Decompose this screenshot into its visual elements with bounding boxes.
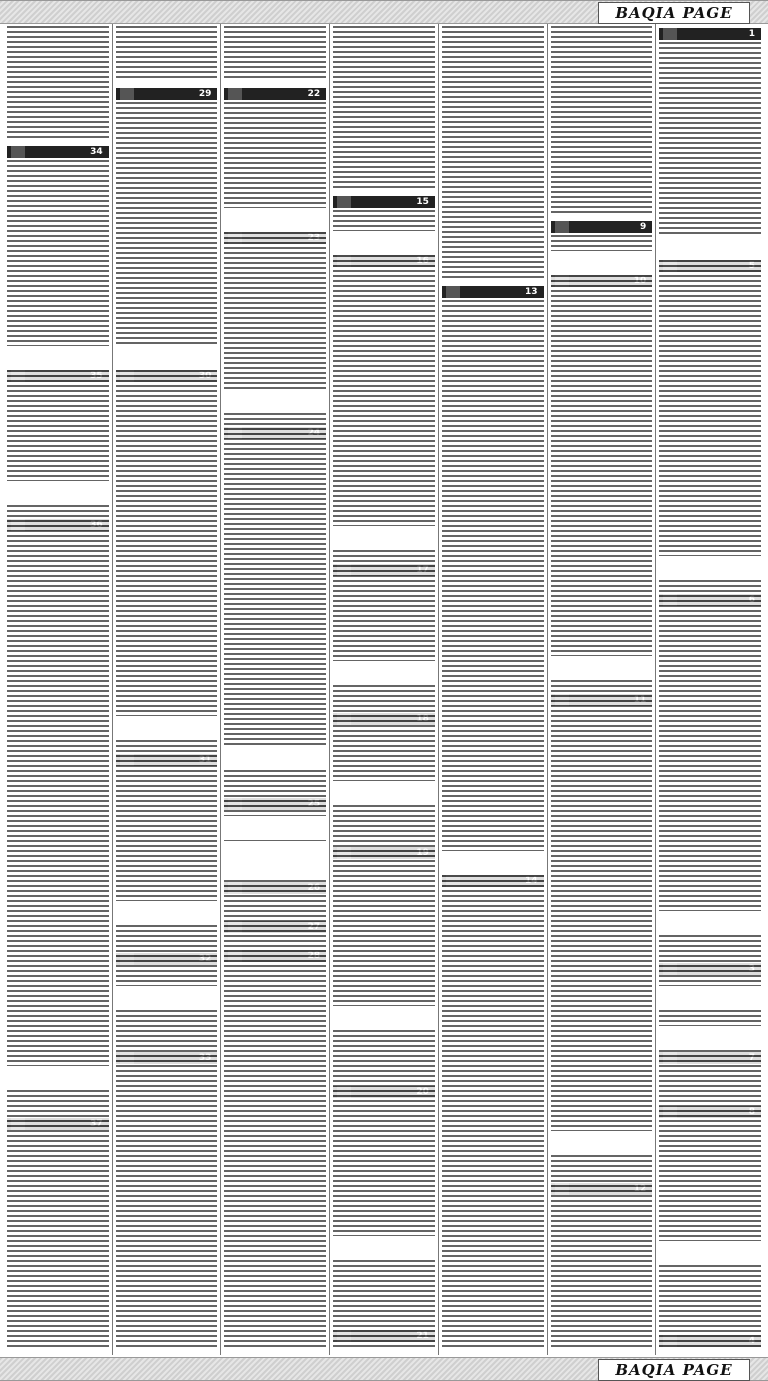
- news-item-tag-icon: [337, 196, 351, 208]
- article-text: [442, 300, 544, 855]
- news-item-tag-icon: [11, 146, 25, 158]
- article-text: [333, 255, 435, 530]
- article-text: [116, 740, 218, 905]
- column-6: [112, 24, 221, 1355]
- article-text: [224, 770, 326, 820]
- news-item-number: 13: [525, 287, 538, 297]
- article-text: [7, 160, 109, 350]
- article-text: [116, 102, 218, 350]
- newspaper-columns: [4, 24, 764, 1355]
- news-item-number: 22: [307, 89, 321, 99]
- news-item-tag-icon: [446, 286, 460, 298]
- article-text: [442, 26, 544, 282]
- article-text: [659, 260, 761, 560]
- article-text: [333, 1030, 435, 1240]
- news-item-header: [116, 88, 218, 100]
- article-text: [116, 370, 218, 720]
- article-text: [224, 26, 326, 84]
- article-text: [659, 1050, 761, 1245]
- news-item-tag-icon: [663, 28, 677, 40]
- article-text: [551, 275, 653, 660]
- article-text: [659, 1265, 761, 1351]
- news-item-number: 29: [198, 89, 212, 99]
- article-text: [333, 26, 435, 192]
- article-text: [333, 1260, 435, 1351]
- article-text: [224, 232, 326, 393]
- baqia-page-logo: BAQIA PAGE: [598, 2, 750, 24]
- article-text: [659, 42, 761, 240]
- news-item-header: [333, 196, 435, 208]
- article-text: [116, 26, 218, 84]
- article-text: [116, 925, 218, 990]
- article-text: [224, 840, 326, 845]
- news-item-number: 9: [640, 222, 647, 232]
- news-item-header: [551, 221, 653, 233]
- news-item-tag-icon: [120, 88, 134, 100]
- news-item-number: 15: [416, 197, 429, 207]
- article-text: [659, 580, 761, 915]
- article-text: [333, 550, 435, 665]
- article-text: [7, 505, 109, 1070]
- top-banner: [0, 0, 768, 24]
- column-5: [220, 24, 329, 1355]
- baqia-page-footer-logo: BAQIA PAGE: [598, 1359, 750, 1381]
- column-7: [4, 24, 112, 1355]
- news-item-header: [224, 88, 326, 100]
- news-item-tag-icon: [228, 88, 242, 100]
- article-text: [224, 102, 326, 212]
- column-4: [329, 24, 438, 1355]
- article-text: [551, 680, 653, 1135]
- article-text: [551, 235, 653, 255]
- news-item-number: 1: [748, 29, 755, 39]
- article-text: [659, 935, 761, 990]
- article-text: [333, 685, 435, 785]
- news-item-header: [659, 28, 761, 40]
- bottom-banner: [0, 1357, 768, 1381]
- article-text: [116, 1010, 218, 1351]
- article-text: [333, 210, 435, 235]
- news-item-number: 34: [90, 147, 103, 157]
- article-text: [333, 805, 435, 1010]
- news-item-header: [442, 286, 544, 298]
- column-3: [438, 24, 547, 1355]
- article-text: [551, 1155, 653, 1351]
- news-item-tag-icon: [555, 221, 569, 233]
- article-text: [659, 1010, 761, 1030]
- article-text: [7, 26, 109, 142]
- column-2: [547, 24, 656, 1355]
- article-text: [224, 880, 326, 1351]
- article-text: [224, 413, 326, 750]
- news-item-header: [7, 146, 109, 158]
- article-text: [7, 370, 109, 485]
- article-text: [551, 26, 653, 217]
- column-1: [655, 24, 764, 1355]
- article-text: [7, 1090, 109, 1351]
- article-text: [442, 875, 544, 1351]
